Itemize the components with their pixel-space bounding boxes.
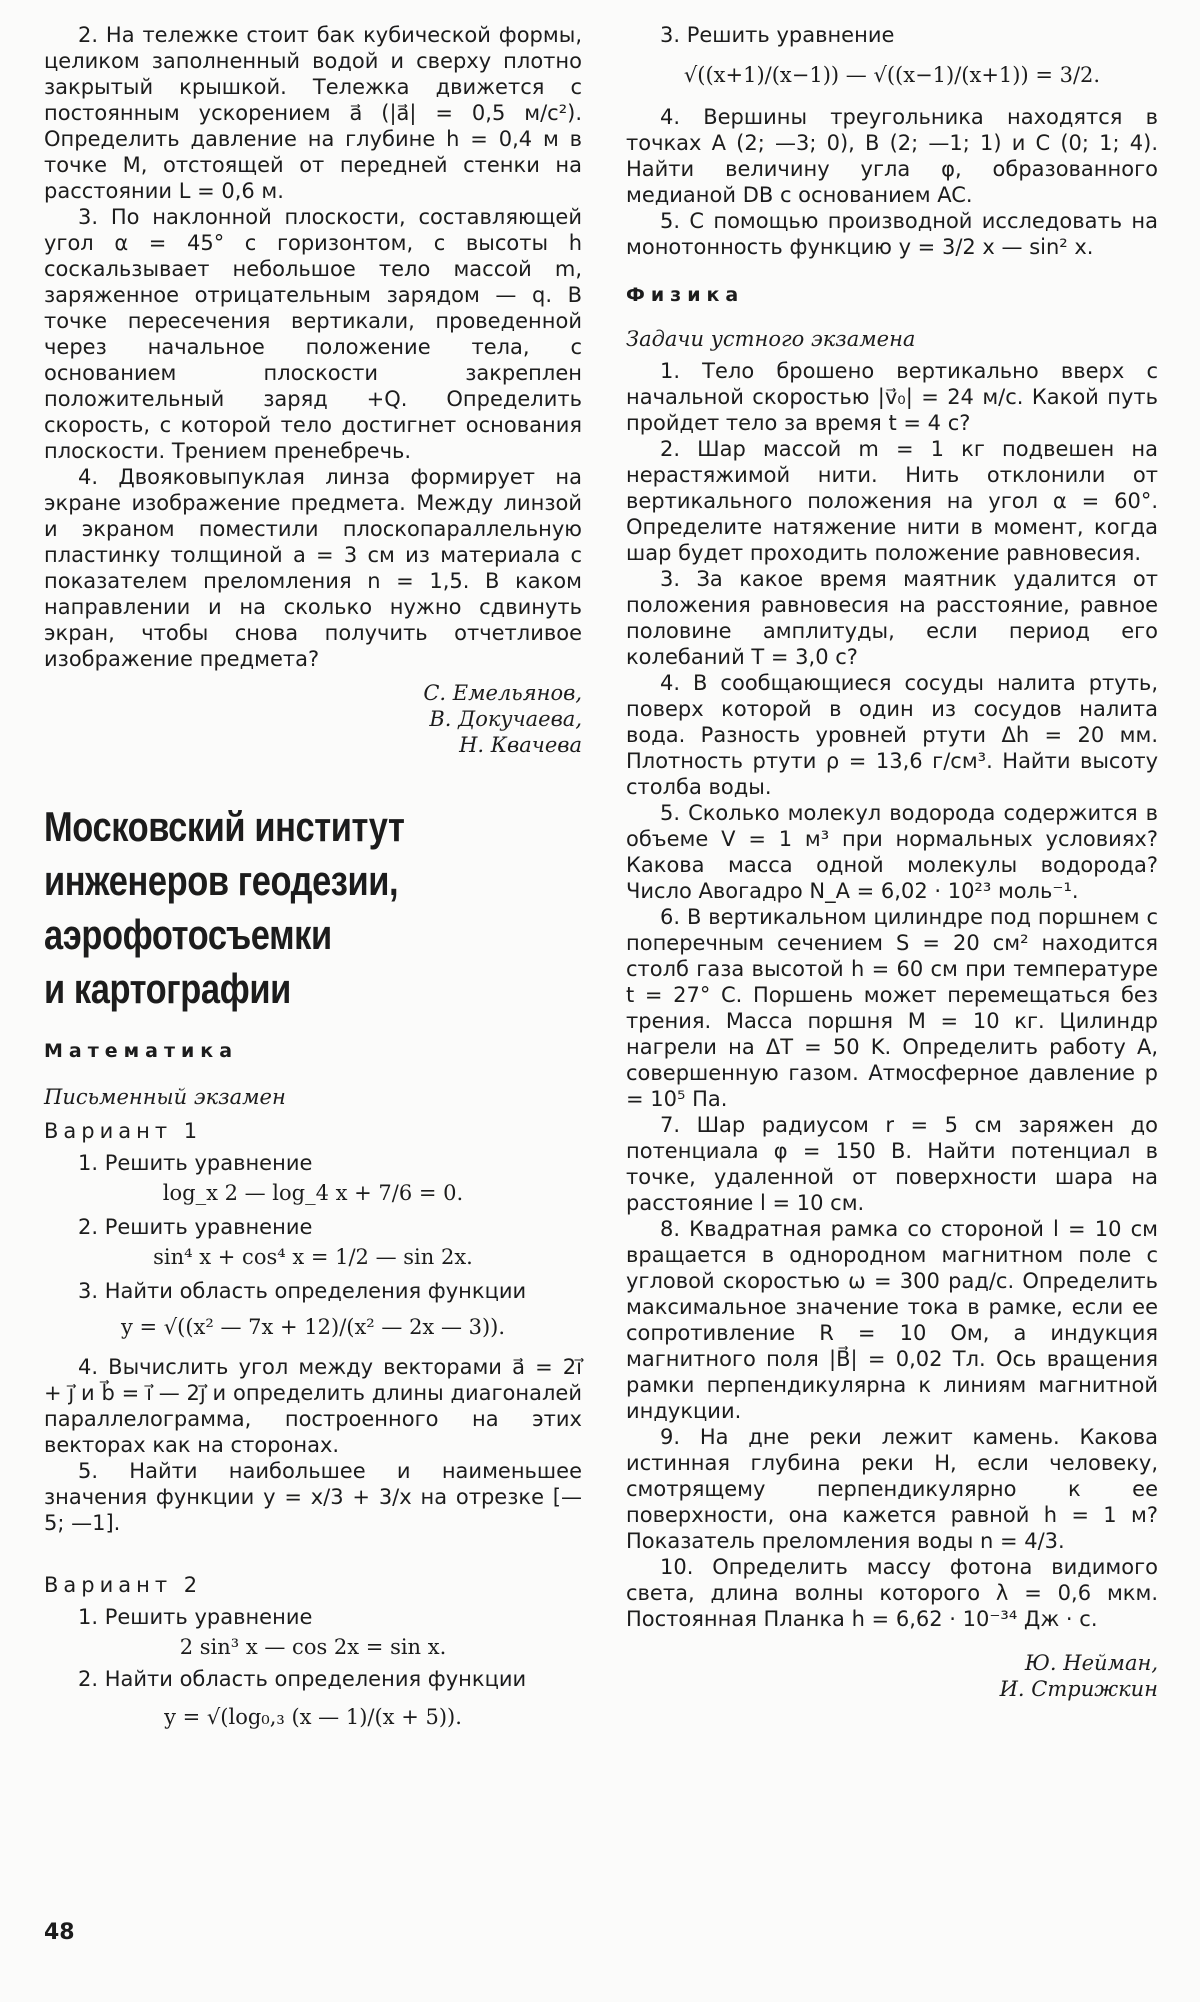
physics-task-6: 6. В вертикальном цилиндре под поршнем с поперечным сечением S = 20 см² находится столб газа высотой h = 60 см при температуре t = 27° C. Поршень может перемещаться без трения. Масса поршня M = 10 кг. Цилиндр нагрели на ΔT = 50 K. Определить работу A, совершенную газом. Атмосферное давление p = 10⁵ Па. bbox=[626, 905, 1158, 1111]
v1-formula-2: sin⁴ x + cos⁴ x = 1/2 — sin 2x. bbox=[153, 1245, 473, 1269]
v1-task-3: 3. Найти область определения функции bbox=[78, 1279, 527, 1303]
left-column bbox=[44, 22, 582, 1734]
heading-line: аэрофотосъемки bbox=[44, 911, 332, 958]
heading-line: Московский институт bbox=[44, 803, 405, 850]
section-physics: Физика bbox=[626, 284, 745, 306]
heading-line: инженеров геодезии, bbox=[44, 857, 399, 904]
v2-task-1: 1. Решить уравнение bbox=[78, 1605, 313, 1629]
physics-task-5: 5. Сколько молекул водорода содержится в объеме V = 1 м³ при нормальных условиях? Какова масса одной молекулы водорода? Число Авогадро N_A = 6,02 · 10²³ моль⁻¹. bbox=[626, 801, 1158, 903]
authors-block bbox=[44, 680, 582, 758]
task-r4: 4. Вершины треугольника находятся в точках A (2; —3; 0), B (2; —1; 1) и C (0; 1; 4). Найти величину угла φ, образованного медианой DB с основанием AC. bbox=[626, 105, 1158, 207]
task-4: 4. Двояковыпуклая линза формирует на экране изображение предмета. Между линзой и экраном поместили плоскопараллельную пластинку толщиной a = 3 см из материала с показателем преломления n = 1,5. В каком направлении и на сколько нужно сдвинуть экран, чтобы снова получить отчетливое изображение предмета? bbox=[44, 465, 582, 671]
author-line: Н. Квачева bbox=[459, 733, 582, 757]
physics-task-8: 8. Квадратная рамка со стороной l = 10 см вращается в однородном магнитном поле с угловой скоростью ω = 300 рад/с. Определить максимальное значение тока в рамке, если ее сопротивление R = 10 Ом, а индукция магнитного поля |B⃗| = 0,02 Тл. Ось вращения рамки перпендикулярна к линиям магнитной индукции. bbox=[626, 1217, 1158, 1423]
v1-formula-1: log_x 2 — log_4 x + 7/6 = 0. bbox=[162, 1181, 464, 1205]
task-3: 3. По наклонной плоскости, составляющей угол α = 45° с горизонтом, с высоты h соскальзывает небольшое тело массой m, заряженное отрицательным зарядом — q. В точке пересечения вертикали, проведенной через начальное положение тела, с основанием плоскости закреплен положительный заряд +Q. Определить скорость, с которой тело достигнет основания плоскости. Трением пренебречь. bbox=[44, 205, 582, 463]
v1-task-2: 2. Решить уравнение bbox=[78, 1215, 313, 1239]
exam-type: Письменный экзамен bbox=[44, 1085, 286, 1109]
v2-formula-1: 2 sin³ x — cos 2x = sin x. bbox=[179, 1635, 447, 1659]
task-2: 2. На тележке стоит бак кубической формы, целиком заполненный водой и сверху плотно закрытый крышкой. Тележка движется с постоянным ускорением a⃗ (|a⃗| = 0,5 м/с²). Определить давление на глубине h = 0,4 м в точке M, отстоящей от передней стенки на расстоянии L = 0,6 м. bbox=[44, 23, 582, 203]
physics-task-7: 7. Шар радиусом r = 5 см заряжен до потенциала φ = 150 В. Найти потенциал в точке, удаленной от поверхности шара на расстояние l = 10 см. bbox=[626, 1113, 1158, 1215]
author-line: Ю. Нейман, bbox=[1024, 1651, 1158, 1675]
physics-task-10: 10. Определить массу фотона видимого света, длина волны которого λ = 0,6 мкм. Постоянная Планка h = 6,62 · 10⁻³⁴ Дж · с. bbox=[626, 1555, 1158, 1631]
v1-formula-3: y = √((x² — 7x + 12)/(x² — 2x — 3)). bbox=[120, 1315, 506, 1339]
physics-task-9: 9. На дне реки лежит камень. Какова истинная глубина реки H, если человеку, смотрящему перпендикулярно к ее поверхности, она кажется равной h = 1 м? Показатель преломления воды n = 4/3. bbox=[626, 1425, 1158, 1553]
right-column bbox=[626, 22, 1158, 1702]
physics-exam-type: Задачи устного экзамена bbox=[626, 327, 916, 351]
variant-2-title: Вариант 2 bbox=[44, 1573, 203, 1597]
v1-task-5: 5. Найти наибольшее и наименьшее значения функции y = x/3 + 3/x на отрезке [—5; —1]. bbox=[44, 1459, 582, 1535]
section-math: Математика bbox=[44, 1040, 239, 1062]
task-r3: 3. Решить уравнение bbox=[660, 23, 895, 47]
v2-task-2: 2. Найти область определения функции bbox=[78, 1667, 527, 1691]
v1-task-4: 4. Вычислить угол между векторами a⃗ = 2i⃗ + j⃗ и b⃗ = i⃗ — 2j⃗ и определить длины диагоналей параллелограмма, построенного на этих векторах как на сторонах. bbox=[44, 1355, 582, 1457]
formula-r3: √((x+1)/(x−1)) — √((x−1)/(x+1)) = 3/2. bbox=[683, 63, 1101, 87]
page-number: 48 bbox=[44, 1920, 75, 1945]
physics-task-2: 2. Шар массой m = 1 кг подвешен на нерастяжимой нити. Нить отклонили от вертикального положения на угол α = 60°. Определите натяжение нити в момент, когда шар будет проходить положение равновесия. bbox=[626, 437, 1158, 565]
v2-formula-2: y = √(log₀,₃ (x — 1)/(x + 5)). bbox=[164, 1705, 462, 1729]
task-r5: 5. С помощью производной исследовать на монотонность функцию y = 3/2 x — sin² x. bbox=[626, 209, 1158, 259]
v1-task-1: 1. Решить уравнение bbox=[78, 1151, 313, 1175]
physics-task-1: 1. Тело брошено вертикально вверх с начальной скоростью |v⃗₀| = 24 м/с. Какой путь пройдет тело за время t = 4 с? bbox=[626, 359, 1158, 435]
heading-line: и картографии bbox=[44, 965, 291, 1012]
physics-task-4: 4. В сообщающиеся сосуды налита ртуть, поверх которой в один из сосудов налита вода. Разность уровней ртути Δh = 20 мм. Плотность ртути ρ = 13,6 г/см³. Найти высоту столба воды. bbox=[626, 671, 1158, 799]
variant-1-title: Вариант 1 bbox=[44, 1119, 203, 1143]
physics-task-3: 3. За какое время маятник удалится от положения равновесия на расстояние, равное половине амплитуды, если период его колебаний T = 3,0 с? bbox=[626, 567, 1158, 669]
author-line: И. Стрижкин bbox=[999, 1677, 1158, 1701]
institute-heading bbox=[44, 800, 569, 1016]
author-line: С. Емельянов, bbox=[423, 681, 582, 705]
author-line: В. Докучаева, bbox=[429, 707, 582, 731]
physics-authors bbox=[626, 1650, 1158, 1702]
